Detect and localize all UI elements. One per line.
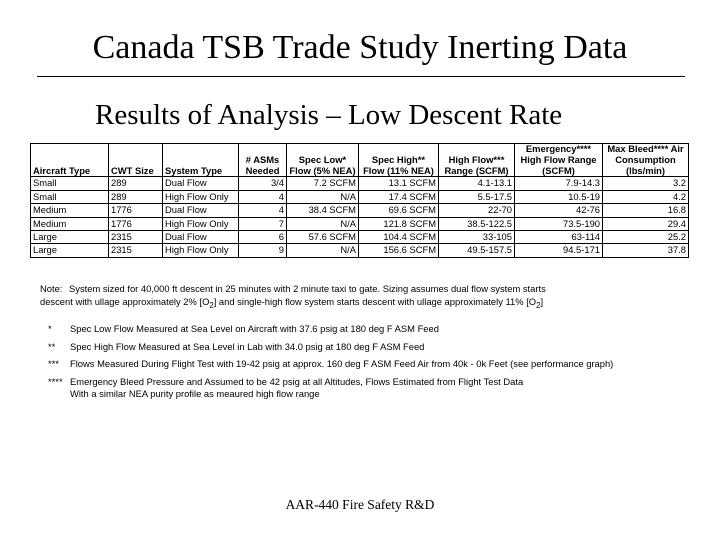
footnote [48,341,698,354]
table-cell: 29.4 [603,217,689,230]
table-cell: Dual Flow [163,204,239,217]
table-cell: Large [31,244,109,257]
column-header: System Type [163,144,239,177]
table-row [31,244,689,257]
column-header: Spec High** Flow (11% NEA) [359,144,439,177]
table-cell: 10.5-19 [515,190,603,203]
table-cell: 73.5-190 [515,217,603,230]
table-cell: 25.2 [603,231,689,244]
table-cell: 16.8 [603,204,689,217]
column-header: Max Bleed**** Air Consumption (lbs/min) [603,144,689,177]
note-line-1: System sized for 40,000 ft descent in 25 minutes with 2 minute taxi to gate. Sizing assumes dual flow system starts [69,283,546,294]
table-cell: 5.5-17.5 [439,190,515,203]
footnotes-list [48,323,698,406]
table-cell: 1776 [109,217,163,230]
inerting-data-table [30,143,689,258]
table-cell: High Flow Only [163,190,239,203]
table-row [31,177,689,190]
table-cell: 94.5-171 [515,244,603,257]
table-cell: Dual Flow [163,231,239,244]
sizing-note [40,283,690,312]
table-cell: 38.4 SCFM [287,204,359,217]
table-cell: High Flow Only [163,217,239,230]
table-cell: 104.4 SCFM [359,231,439,244]
table-cell: 33-105 [439,231,515,244]
footnote-text: Spec Low Flow Measured at Sea Level on Aircraft with 37.6 psig at 180 deg F ASM Feed [70,323,439,334]
footnote-mark: * [48,323,52,334]
footnote-text: With a similar NEA purity profile as meaured high flow range [70,388,320,399]
footnote-mark: **** [48,375,63,387]
table-row [31,190,689,203]
table-cell: Medium [31,217,109,230]
table-cell: 57.6 SCFM [287,231,359,244]
footnote [48,358,698,371]
table-cell: N/A [287,217,359,230]
table-cell: 4.2 [603,190,689,203]
table-row [31,204,689,217]
footnote-text: Spec High Flow Measured at Sea Level in Lab with 34.0 psig at 180 deg F ASM Feed [70,340,425,352]
footnote [48,323,698,336]
table-row [31,217,689,230]
table-cell: 13.1 SCFM [359,177,439,190]
note-label: Note: [40,283,63,294]
table-cell: 2315 [109,231,163,244]
column-header: CWT Size [109,144,163,177]
slide-subtitle: Results of Analysis – Low Descent Rate [95,99,563,131]
table-cell: 49.5-157.5 [439,244,515,257]
table-cell: 38.5-122.5 [439,217,515,230]
column-header: Emergency**** High Flow Range (SCFM) [515,144,603,177]
table-cell: 7 [239,217,287,230]
table-cell: Small [31,177,109,190]
table-cell: N/A [287,244,359,257]
table-cell: 4.1-13.1 [439,177,515,190]
table-cell: 156.6 SCFM [359,244,439,257]
footnote-text: Flows Measured During Flight Test with 19-42 psig at approx. 160 deg F ASM Feed Air from 40k - 0k Feet (see performance graph) [70,358,614,369]
table-cell: 22-70 [439,204,515,217]
table-row [31,231,689,244]
table-cell: Medium [31,204,109,217]
slide-footer: AAR-440 Fire Safety R&D [285,497,435,512]
table-cell: 9 [239,244,287,257]
table-cell: 42-76 [515,204,603,217]
footnote [48,376,698,401]
table-cell: 1776 [109,204,163,217]
table-cell: 37.8 [603,244,689,257]
table-cell: Large [31,231,109,244]
table-cell: Small [31,190,109,203]
note-line-2: descent with ullage approximately 2% $[O_2]$ and single-high flow system starts descent with ullage approximately 11% $[O_2]$ [40,295,544,310]
column-header: Spec Low* Flow (5% NEA) [287,144,359,177]
table-cell: High Flow Only [163,244,239,257]
column-header: # ASMs Needed [239,144,287,177]
table-cell: 2315 [109,244,163,257]
table-cell: Dual Flow [163,177,239,190]
footnote-mark: ** [48,340,56,352]
column-header: Aircraft Type [31,144,109,177]
table-cell: 63-114 [515,231,603,244]
table-cell: 7.2 SCFM [287,177,359,190]
table-cell: 121.8 SCFM [359,217,439,230]
column-header: High Flow*** Range (SCFM) [439,144,515,177]
o2-subscript: 2 [536,300,541,310]
footnote-mark: *** [48,358,59,369]
table-cell: 4 [239,190,287,203]
table-cell: 17.4 SCFM [359,190,439,203]
table-cell: 69.6 SCFM [359,204,439,217]
inerting-data-table-container [30,143,688,258]
table-cell: 6 [239,231,287,244]
table-cell: 4 [239,204,287,217]
slide-title: Canada TSB Trade Study Inerting Data [92,29,628,66]
title-divider [37,76,685,77]
table-body [31,177,689,257]
table-header-row [31,144,689,177]
table-cell: N/A [287,190,359,203]
table-cell: 289 [109,177,163,190]
footnote-text: Emergency Bleed Pressure and Assumed to be 42 psig at all Altitudes, Flows Estimated from Flight Test Data [70,375,524,387]
table-cell: 289 [109,190,163,203]
o2-subscript: 2 [209,300,214,310]
table-cell: 3.2 [603,177,689,190]
table-cell: 7.9-14.3 [515,177,603,190]
table-cell: 3/4 [239,177,287,190]
